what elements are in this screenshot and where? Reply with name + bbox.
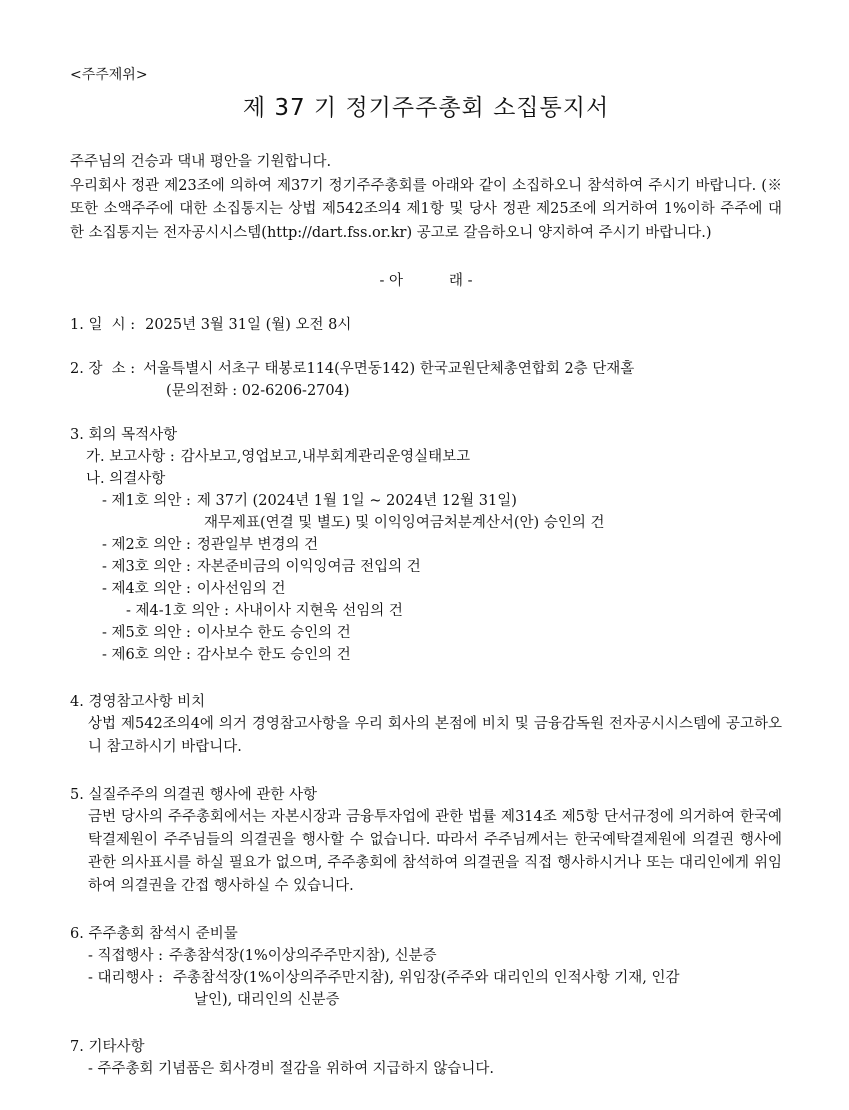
report-label: 가. 보고사항 : [86, 449, 175, 465]
item1-label: - 제1호 의안 : [102, 493, 191, 509]
item2-value: 정관일부 변경의 건 [196, 537, 319, 553]
agenda-heading: 3. 회의 목적사항 [70, 427, 178, 443]
direct-label: - 직접행사 : [88, 948, 164, 964]
centered-heading: - 아 래 - [379, 273, 473, 289]
reference-heading: 4. 경영참고사항 비치 [70, 694, 206, 710]
item1-value-continued: 재무제표(연결 및 별도) 및 이익잉여금처분계산서(안) 승인의 건 [204, 515, 605, 531]
notice-document [70, 66, 782, 1080]
voting-rights-body: 금번 당사의 주주총회에서는 자본시장과 금융투자업에 관한 법률 제314조 제5항 단서규정에 의거하여 한국예탁결제원이 주주님들의 의결권을 행사할 수 없습니다. 따라서 주주님께서는 한국예탁결제원에 의결권 행사에 관한 의사표시를 하실 필요가 없으며, 주주총회에 참석하여 의결권을 직접 행사하시거나 또는 대리인에게 위임하여 의결권을 간접 행사하실 수 있습니다. [88, 809, 782, 894]
date-value: 2025년 3월 31일 (월) 오전 8시 [145, 317, 352, 333]
item4-1-value: 사내이사 지현욱 선임의 건 [235, 603, 403, 619]
materials-heading: 6. 주주총회 참석시 준비물 [70, 926, 238, 942]
location-phone: (문의전화 : 02-6206-2704) [166, 383, 350, 399]
item6-label: - 제6호 의안 : [102, 647, 191, 663]
item4-label: - 제4호 의안 : [102, 581, 191, 597]
item6-value: 감사보수 한도 승인의 건 [196, 647, 351, 663]
section-materials [70, 923, 782, 1011]
item4-1-label: - 제4-1호 의안 : [126, 603, 229, 619]
location-value: 서울특별시 서초구 태봉로114(우면동142) 한국교원단체총연합회 2층 단재홀 [143, 361, 635, 377]
proxy-label: - 대리행사 : [88, 970, 164, 986]
section-location [70, 358, 782, 402]
proxy-value-continued: 날인), 대리인의 신분증 [194, 992, 340, 1008]
header-tag: <주주제위> [70, 67, 148, 83]
misc-body: - 주주총회 기념품은 회사경비 절감을 위하여 지급하지 않습니다. [88, 1061, 494, 1077]
section-date [70, 314, 782, 336]
date-label: 1. 일 시 : [70, 317, 136, 333]
resolution-heading: 나. 의결사항 [86, 471, 166, 487]
direct-value: 주총참석장(1%이상의주주만지참), 신분증 [169, 948, 437, 964]
item4-value: 이사선임의 건 [196, 581, 286, 597]
section-agenda [70, 424, 782, 666]
voting-rights-heading: 5. 실질주주의 의결권 행사에 관한 사항 [70, 787, 317, 803]
document-title: 제 37 기 정기주주총회 소집통지서 [242, 95, 610, 121]
misc-heading: 7. 기타사항 [70, 1039, 145, 1055]
section-reference [70, 691, 782, 759]
item3-label: - 제3호 의안 : [102, 559, 191, 575]
location-label: 2. 장 소 : [70, 361, 136, 377]
proxy-value: 주총참석장(1%이상의주주만지참), 위임장(주주와 대리인의 인적사항 기재, 인감 [173, 970, 680, 986]
item1-value: 제 37기 (2024년 1월 1일 ~ 2024년 12월 31일) [196, 493, 517, 509]
item2-label: - 제2호 의안 : [102, 537, 191, 553]
section-voting-rights [70, 784, 782, 898]
intro-paragraph: 우리회사 정관 제23조에 의하여 제37기 정기주주총회를 아래와 같이 소집하오니 참석하여 주시기 바랍니다. (※또한 소액주주에 대한 소집통지는 상법 제542조의4 제1항 및 당사 정관 제25조에 의거하여 1%이하 주주에 대한 소집통지는 전자공시시스템(http://dart.fss.or.kr) 공고로 갈음하오니 양지하여 주시기 바랍니다.) [70, 177, 782, 241]
reference-body: 상법 제542조의4에 의거 경영참고사항을 우리 회사의 본점에 비치 및 금융감독원 전자공시시스템에 공고하오니 참고하시기 바랍니다. [88, 716, 782, 755]
report-value: 감사보고,영업보고,내부회계관리운영실태보고 [180, 449, 471, 465]
item5-label: - 제5호 의안 : [102, 625, 191, 641]
greeting-line: 주주님의 건승과 댁내 평안을 기원합니다. [70, 154, 332, 170]
greeting-block [70, 151, 782, 245]
item5-value: 이사보수 한도 승인의 건 [196, 625, 351, 641]
section-misc [70, 1036, 782, 1080]
item3-value: 자본준비금의 이익잉여금 전입의 건 [196, 559, 421, 575]
